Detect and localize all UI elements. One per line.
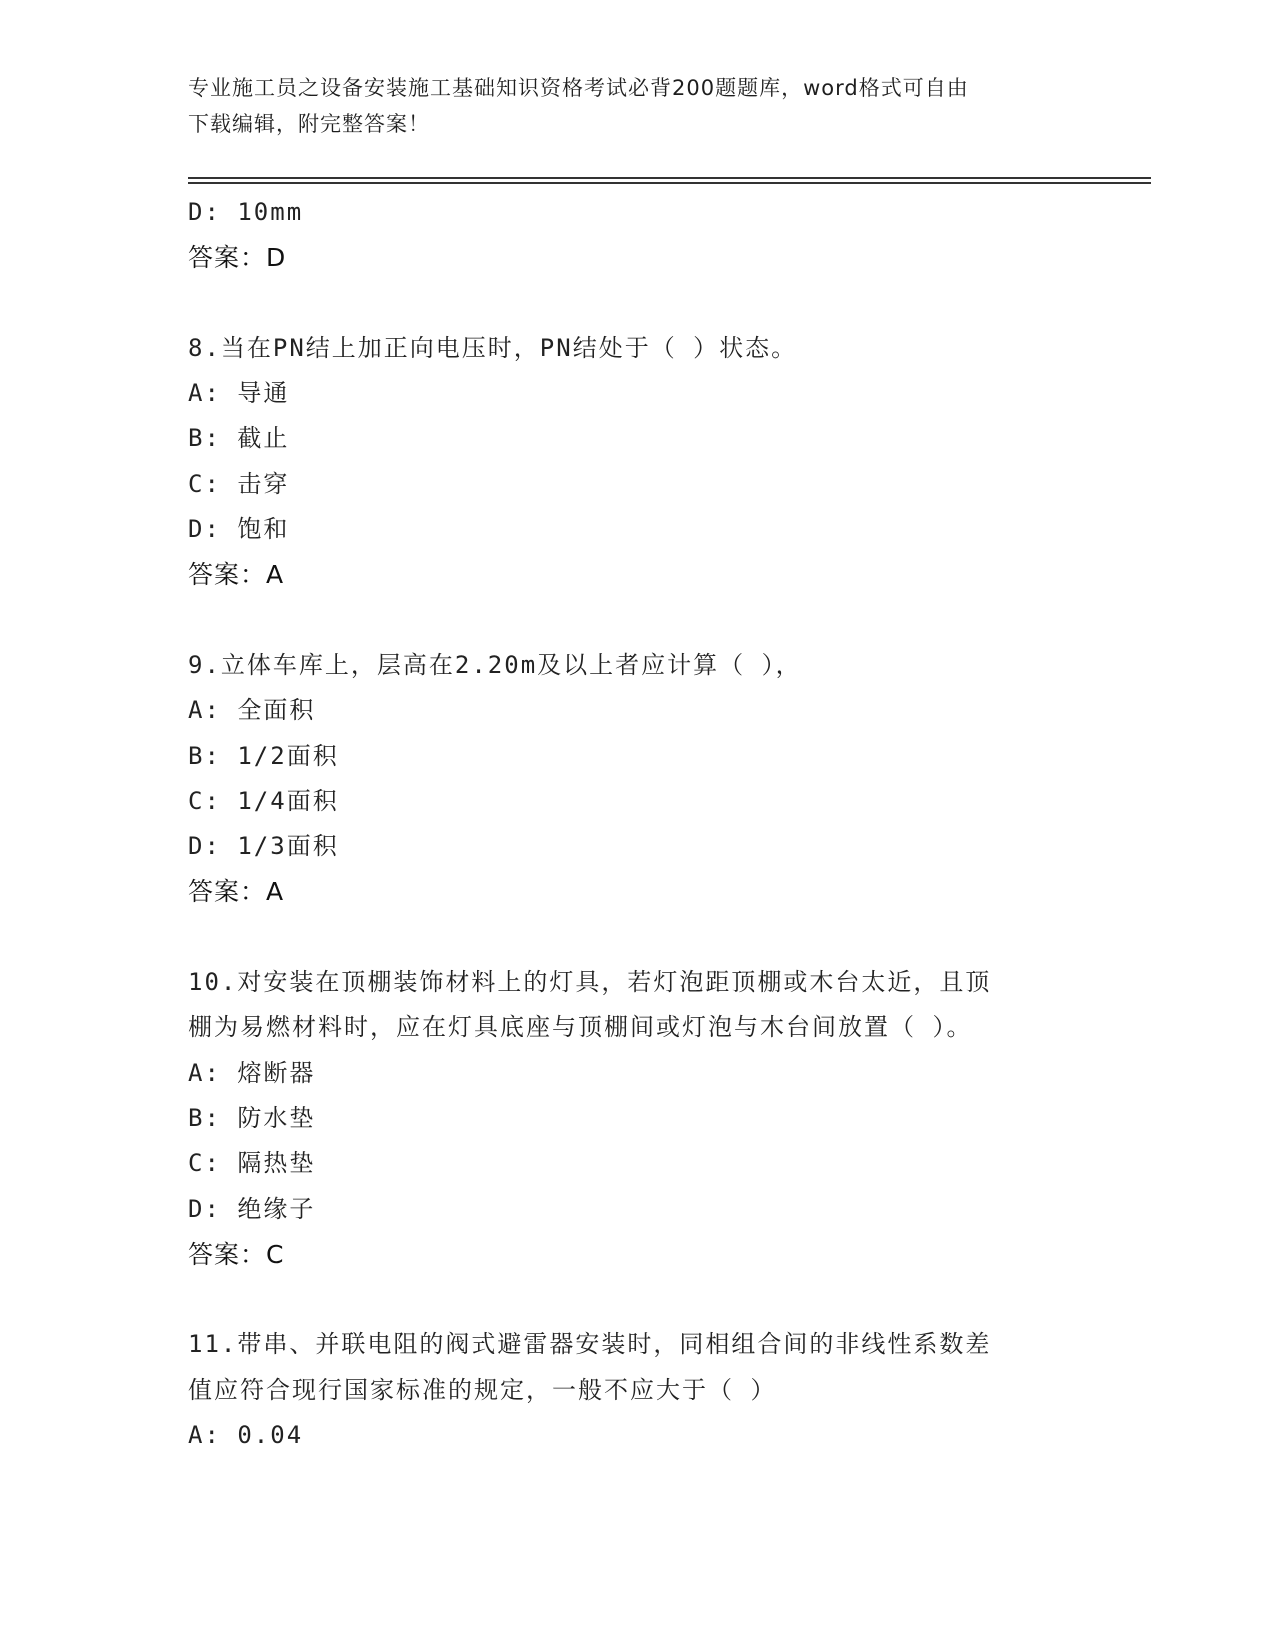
question-11 (188, 1322, 1088, 1458)
question-10 (188, 960, 1088, 1277)
question-8 (188, 326, 1088, 598)
option-b: B: 防水垫 (188, 1103, 316, 1132)
option-a: A: 0.04 (188, 1421, 304, 1450)
header-divider-bottom (188, 182, 1151, 184)
question-stem-line-2: 棚为易燃材料时，应在灯具底座与顶棚间或灯泡与木台间放置（ ）。 (188, 1013, 973, 1042)
answer-line: 答案：A (188, 560, 285, 590)
answer-line: 答案：C (188, 1239, 285, 1269)
question-9 (188, 643, 1088, 915)
answer-line: 答案：D (188, 243, 287, 273)
question-stem-line-1: 11.带串、并联电阻的阀式避雷器安装时，同相组合间的非线性系数差 (188, 1330, 992, 1359)
question-stem-line-2: 值应符合现行国家标准的规定，一般不应大于（ ） (188, 1375, 777, 1404)
option-d: D: 10mm (188, 198, 304, 226)
header-line-1: 专业施工员之设备安装施工基础知识资格考试必背200题题库，word格式可自由 (188, 76, 969, 100)
option-c: C: 隔热垫 (188, 1149, 316, 1178)
question-stem: 9.立体车库上，层高在2.20m及以上者应计算（ ）， (188, 650, 802, 679)
question-stem-line-1: 10.对安装在顶棚装饰材料上的灯具，若灯泡距顶棚或木台太近，且顶 (188, 968, 992, 997)
option-d: D: 绝缘子 (188, 1194, 316, 1223)
option-c: C: 1/4面积 (188, 786, 339, 815)
document-header (188, 70, 1068, 142)
question-stem: 8.当在PN结上加正向电压时，PN结处于（ ）状态。 (188, 333, 798, 362)
option-b: B: 截止 (188, 424, 290, 453)
header-line-2: 下载编辑，附完整答案！ (188, 112, 430, 136)
option-c: C: 击穿 (188, 469, 290, 498)
option-a: A: 全面积 (188, 696, 316, 725)
answer-line: 答案：A (188, 877, 285, 907)
header-divider-top (188, 177, 1151, 179)
question-list (188, 190, 1088, 1458)
option-d: D: 1/3面积 (188, 832, 339, 861)
option-a: A: 导通 (188, 379, 290, 408)
option-d: D: 饱和 (188, 515, 290, 544)
option-b: B: 1/2面积 (188, 741, 339, 770)
option-a: A: 熔断器 (188, 1058, 316, 1087)
